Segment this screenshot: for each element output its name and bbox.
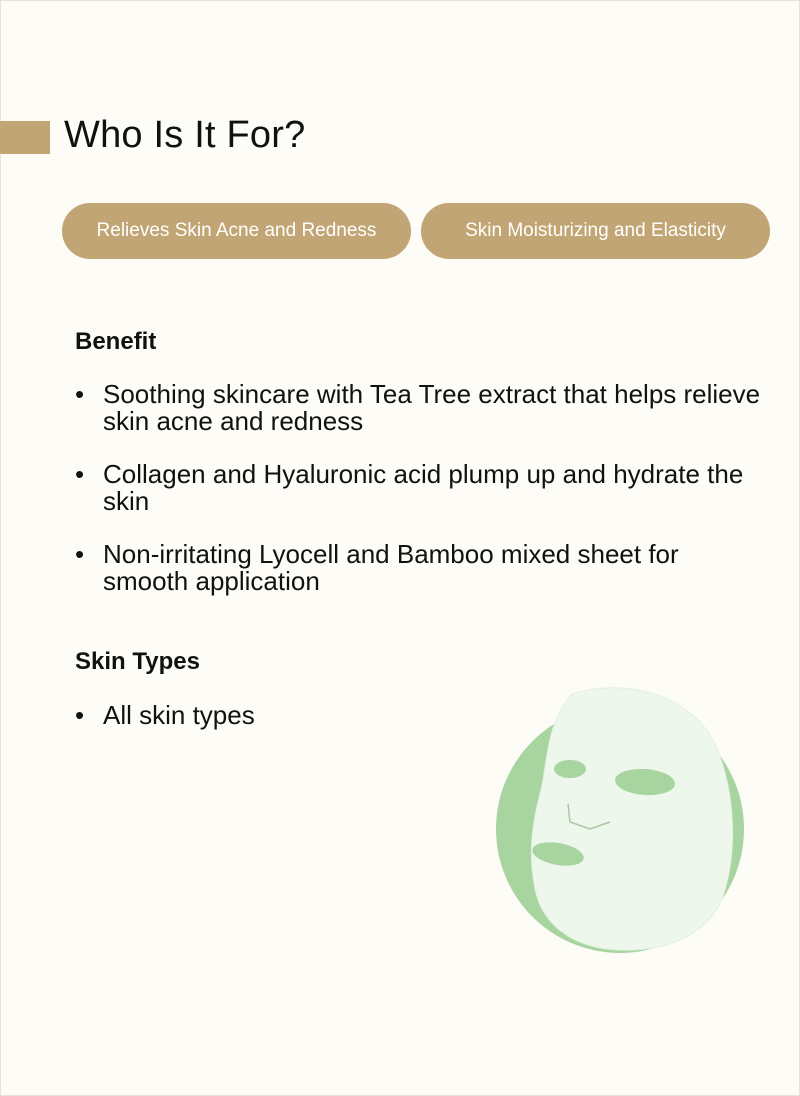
bullet-dot: • (75, 379, 85, 409)
bullet-dot: • (75, 700, 85, 730)
list-item-text: Non-irritating Lyocell and Bamboo mixed sheet for smooth application (103, 539, 679, 596)
benefit-list (75, 381, 765, 595)
face-mask-illustration (490, 684, 750, 954)
skin-types-heading: Skin Types (75, 648, 200, 675)
bullet-dot: • (75, 539, 85, 569)
page-title: Who Is It For? (64, 114, 306, 156)
tag-acne-redness: Relieves Skin Acne and Redness (62, 203, 411, 259)
sheet-mask-icon (531, 688, 732, 950)
list-item (75, 461, 765, 515)
tag-list (62, 203, 770, 259)
tag-moisturizing-elasticity: Skin Moisturizing and Elasticity (421, 203, 770, 259)
list-item (75, 381, 765, 435)
list-item-text: All skin types (103, 700, 255, 730)
list-item (75, 541, 765, 595)
bullet-dot: • (75, 459, 85, 489)
list-item-text: Collagen and Hyaluronic acid plump up and hydrate the skin (103, 459, 744, 516)
benefit-heading: Benefit (75, 328, 157, 355)
list-item-text: Soothing skincare with Tea Tree extract that helps relieve skin acne and redness (103, 379, 761, 436)
title-accent-bar (0, 121, 50, 154)
mask-eye-left (554, 760, 586, 778)
